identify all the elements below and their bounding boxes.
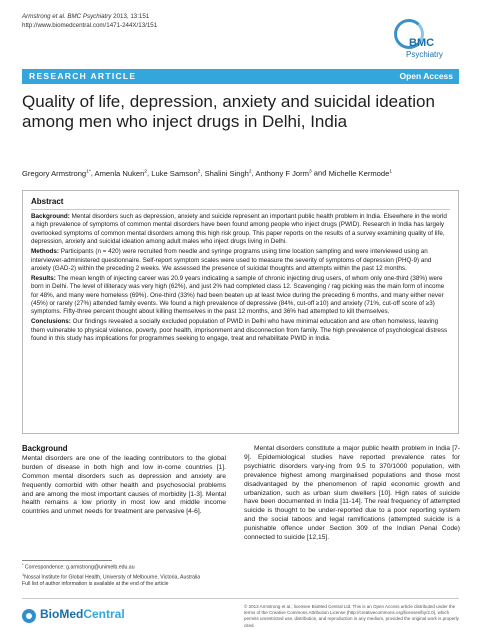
correspondence-note: * Correspondence: g.armstrong@unimelb.edu.au: [22, 563, 135, 571]
author: Amenla Nuken$^2$: [94, 168, 147, 178]
logo-psychiatry-text: Psychiatry: [406, 50, 443, 59]
citation-journal: Armstrong et al. BMC Psychiatry: [22, 13, 112, 20]
abstract-results: Results: The mean length of injecting career was 20.9 years indicating a sample of chronic injecting drug users, of whom only one-third (38%) were born in Delhi. The level of illiteracy was very high (62%), and just 2% had completed class 12. Scavenging / rag picking was the main form of income for 48%, and many were homeless (69%). One-third (33%) had been beaten up at least twice during the preceding 6 months, and many either never (45%) or rarely (27%) attended family events. We found a high prevalence of depressive (84%, cut-off ≥10) and anxiety (71%, cut-off score of ≥3) symptoms. Fifty-three percent thought about killing themselves in the past 12 months, and 36% had attempted to kill themselves.: [31, 274, 445, 316]
footnote-divider: [22, 560, 112, 561]
abstract-divider: [31, 209, 450, 210]
biomed-central-mark-icon: [22, 609, 36, 623]
abstract-conclusions: Conclusions: Our findings revealed a socially excluded population of PWID in Delhi who have minimal education and are often homeless, leaving them vulnerable to physical violence, poverty, poor health, imprisonment and disconnection from family. The high prevalence of psychological distress found in this study has implications for programmes seeking to engage, treat and rehabilitate PWID in India.: [31, 318, 448, 343]
abstract-heading: Abstract: [31, 197, 64, 206]
author: Shalini Singh$^2$: [204, 168, 252, 178]
article-type-label: RESEARCH ARTICLE: [29, 71, 137, 81]
logo-bmc-text: BMC: [409, 37, 435, 49]
bmc-psychiatry-logo: [394, 19, 454, 69]
affiliation-note: $^1$Nossal Institute for Global Health, University of Melbourne, Victoria, Australia: [22, 572, 201, 581]
biomed-central-logo: [22, 606, 222, 630]
author-list: Gregory Armstrong$^{1*}$, Amenla Nuken$^2$, Luke Samson$^2$, Shalini Singh$^2$, Anthony F Jorm$^3$ and Michelle Kermode$^1$: [22, 168, 393, 178]
section-heading-background: Background: [22, 444, 68, 453]
footer-divider: [22, 598, 459, 599]
abstract-box: [22, 190, 459, 434]
body-column-left: [22, 445, 226, 517]
abstract-background: Background: Mental disorders such as depression, anxiety and suicide represent an important public health problem in India. Elsewhere in the world a high prevalence of symptoms of common mental disorders have been found among people who inject drugs (PWID). Research in India has largely overlooked symptoms of common mental disorders among this high risk group. This paper reports on the results of a survey examining quality of life, depression, anxiety and suicidal ideation among adult males who inject drugs living in Delhi.: [31, 213, 447, 246]
citation-header: [22, 13, 157, 30]
body-column-right: [244, 445, 460, 543]
author: Gregory Armstrong$^{1*}$: [22, 168, 91, 178]
footnotes: [22, 562, 232, 588]
article-title: Quality of life, depression, anxiety and suicidal ideation among men who inject drugs in Delhi, India: [22, 92, 435, 131]
open-access-label: Open Access: [399, 71, 453, 81]
body-paragraph: Mental disorders constitute a major public health problem in India [7-9]. Epidemiological studies have reported prevalence rates for psychiatric disorders vary-ing from 9.5 to 370/1000 population, with prevalence highest among marginalised populations and those most disadvantaged by the phenomenon of rapid economic growth and urbanization, such as urban slum dwellers [10]. High rates of suicide have been documented in India [11-14]. The real frequency of attempted suicide is thought to be under-reported due to a poor reporting system and the social taboos and legal ramifications (attempted suicide is a punishable offence under Section 309 of the Indian Penal Code) connected to suicide [12,15].: [244, 445, 460, 542]
author: Anthony F Jorm$^3$: [255, 168, 312, 178]
author: Luke Samson$^2$: [151, 168, 201, 178]
author: Michelle Kermode$^1$: [328, 168, 393, 178]
body-paragraph: Mental disorders are one of the leading contributors to the global burden of disease in both high and low in-come countries [1]. Common mental disorders such as depression and anxiety are frequently comorbid with other health and psychosocial problems and are among the most important causes of morbidity [1-3]. Mental health remains a low priority in most low and middle income countries and unmet needs for treatment are pervasive [4-6].: [22, 454, 226, 516]
license-text: © 2013 Armstrong et al.; licensee BioMed Central Ltd. This is an Open Access article distributed under the terms of the Creative Commons Attribution License (http://creativecommons.org/licenses/by/2.0), which permits unrestricted use, distribution, and reproduction in any medium, provided the original work is properly cited.: [244, 604, 459, 628]
abstract-methods: Methods: Participants (n = 420) were recruited from needle and syringe programs using time location sampling and were interviewed using an interviewer-administered questionnaire. Self-report symptom scales were used to measure the severity of symptoms of depression (PHQ-9) and anxiety (GAD-2) within the preceding 2 weeks. We assessed the presence of suicidal thoughts and attempts within the past 12 months.: [31, 248, 432, 272]
abstract-body: [31, 213, 448, 345]
citation-year-volume: 2013, 13:151: [111, 13, 150, 20]
citation-url[interactable]: http://www.biomedcentral.com/1471-244X/13/151: [22, 21, 158, 29]
biomed-central-wordmark: BioMedCentral: [40, 607, 125, 621]
full-list-note: Full list of author information is available at the end of the article: [22, 581, 169, 588]
article-type-banner: [22, 69, 459, 84]
